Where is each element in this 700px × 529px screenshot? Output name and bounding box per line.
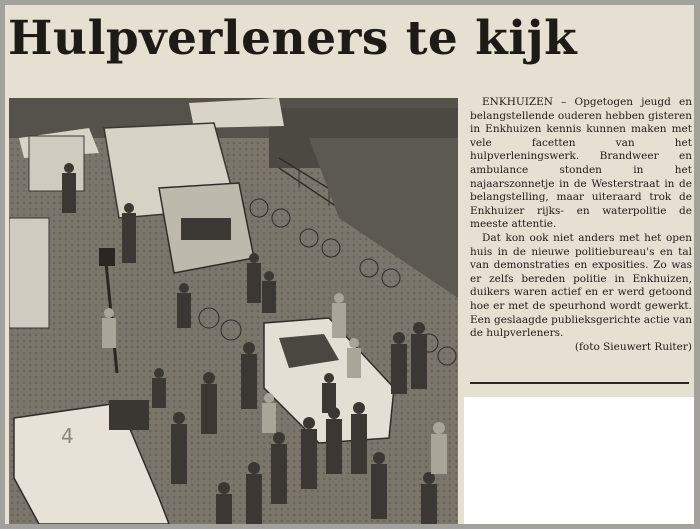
headline: Hulpverleners te kijk xyxy=(8,11,578,66)
photo-credit: (foto Sieuwert Ruiter) xyxy=(574,340,692,353)
vehicle-number: 4 xyxy=(61,424,74,448)
paragraph-1-text: Opgetogen jeugd en belangstellende ouderen hebben gisteren in Enkhuizen kennis kunnen maken met vele facetten van het hulpverleningswerk. Brandweer en ambulance stonden in het najaarszonnetje in de Westerstraat in de belangstelling, maar uiteraard trok de Enkhuizer rijks- en waterpolitie de meeste attentie. xyxy=(470,96,692,231)
news-photo xyxy=(9,98,458,524)
blank-paper-area xyxy=(464,397,694,524)
article-paragraph-2: Dat kon ook niet anders met het open huis in de nieuwe politiebureau's en tal van demonstraties en exposities. Zo was er zelfs bereden politie in Enkhuizen, duikers waren actief en er werd getoond hoe er met de speurhond wordt gewerkt. Een geslaagde publieksgerichte actie van de hulpverleners. xyxy=(470,231,693,340)
article-paragraph-1 xyxy=(470,96,692,232)
dateline: ENKHUIZEN – xyxy=(482,96,567,108)
street-scene-photo xyxy=(9,98,458,524)
column-rule xyxy=(470,382,689,384)
article-body xyxy=(470,96,692,354)
